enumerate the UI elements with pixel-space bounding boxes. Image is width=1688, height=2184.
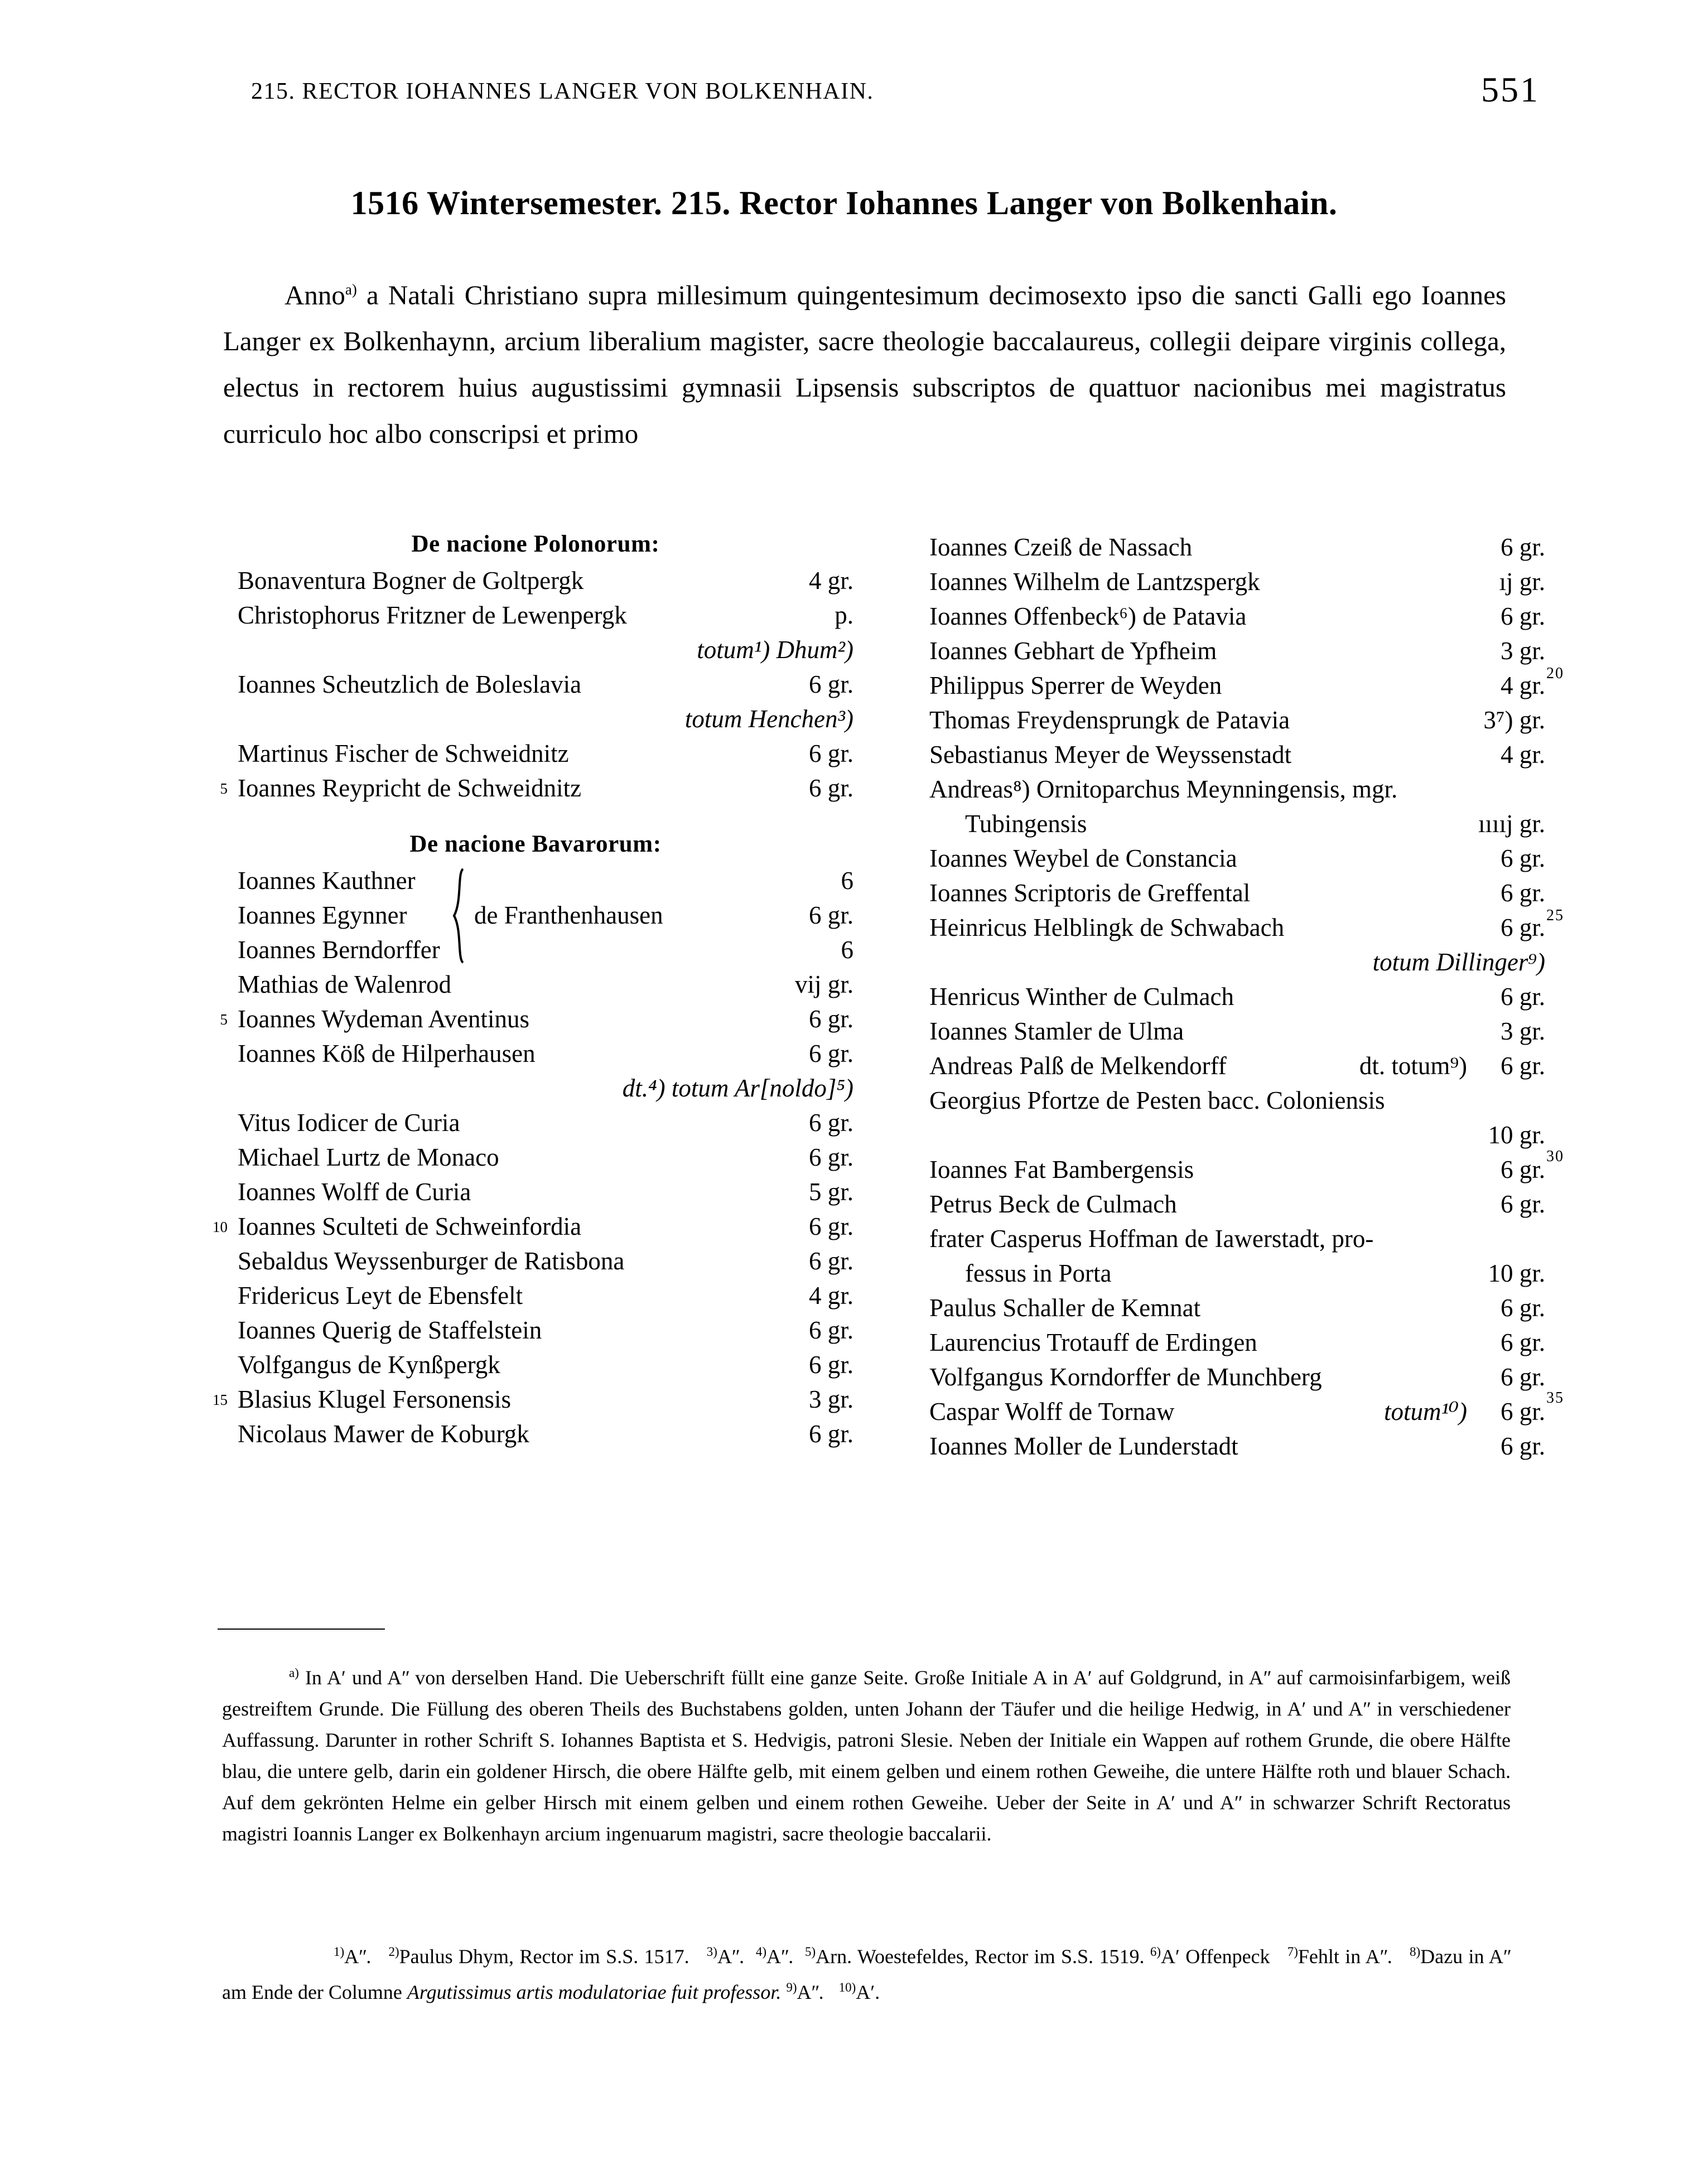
entry-amount: 6 gr.: [808, 1040, 853, 1067]
entry-amount: 6 gr.: [808, 670, 853, 698]
footnote-marker-7: 7): [1287, 1945, 1298, 1959]
entry-line-number: 15: [213, 1391, 228, 1408]
list-item: [904, 1014, 1551, 1048]
entry-name: Ioannes Wolff de Curia: [238, 1178, 471, 1206]
list-item: [212, 1417, 859, 1451]
entry-name: Sebastianus Meyer de Weyssenstadt: [929, 741, 1292, 769]
margin-line-number-20: 20: [1546, 665, 1564, 682]
list-item: [904, 564, 1551, 599]
footnote-marker-1: 1): [334, 1945, 345, 1959]
list-item: [904, 737, 1551, 772]
footnote-text-1: Aʺ.: [344, 1945, 372, 1968]
entry-amount: 6 gr.: [808, 740, 853, 767]
entry-name: Ioannes Moller de Lunderstadt: [929, 1432, 1238, 1460]
list-item: [212, 1105, 859, 1140]
left-column: [212, 530, 859, 1451]
entry-name: Ioannes Querig de Staffelstein: [238, 1316, 542, 1344]
list-item: [904, 599, 1551, 634]
list-item: [904, 1187, 1551, 1221]
entry-amount: 10 gr.: [1488, 1121, 1545, 1149]
list-item: [212, 598, 859, 632]
entry-amount: 6: [841, 867, 853, 895]
entry-name: Ioannes Wydeman Aventinus: [238, 1005, 530, 1033]
entry-name: Mathias de Walenrod: [238, 970, 451, 998]
list-item: [212, 736, 859, 771]
page-number: 551: [1481, 70, 1540, 109]
entry-name: Christophorus Fritzner de Lewenpergk: [238, 601, 627, 629]
entry-amount: 6: [841, 936, 853, 964]
footnote-divider: [218, 1629, 385, 1630]
list-item: [904, 1221, 1551, 1256]
entry-name: Ioannes Berndorffer: [238, 936, 440, 964]
list-item: [904, 530, 1551, 564]
footnote-marker-3: 3): [706, 1945, 717, 1959]
annotation-text: totum Henchen³): [684, 705, 853, 733]
intro-paragraph: [223, 267, 1506, 457]
entry-name: Tubingensis: [965, 810, 1087, 838]
page-title: 1516 Wintersemester. 215. Rector Iohannes Langer von Bolkenhain.: [350, 185, 1338, 221]
entry-amount: 6 gr.: [1500, 533, 1545, 561]
list-item: [212, 563, 859, 598]
entry-amount: 6 gr.: [1500, 914, 1545, 941]
entry-name: Ioannes Köß de Hilperhausen: [238, 1040, 536, 1067]
footnote-text-2: Paulus Dhym, Rector im S.S. 1517.: [399, 1945, 689, 1968]
list-item: [904, 1429, 1551, 1463]
footnote-text-3: Aʺ.: [717, 1945, 745, 1968]
entry-annotation: [904, 945, 1551, 979]
entry-name: Georgius Pfortze de Pesten bacc. Coloniensis: [929, 1086, 1385, 1114]
entry-amount: 6 gr.: [808, 1316, 853, 1344]
running-head: [223, 70, 1540, 112]
entry-amount: 6 gr.: [808, 1005, 853, 1033]
entry-name: Laurencius Trotauff de Erdingen: [929, 1328, 1257, 1356]
entry-annotation: [212, 632, 859, 667]
list-item: [904, 841, 1551, 876]
entry-name: Philippus Sperrer de Weyden: [929, 671, 1222, 699]
group-common-label: de Franthenhausen: [474, 901, 663, 929]
entry-inline-annotation: dt. totum⁹): [1359, 1052, 1467, 1080]
entry-name: Thomas Freydensprungk de Patavia: [929, 706, 1290, 734]
entry-annotation: [212, 1071, 859, 1105]
entry-name: Henricus Winther de Culmach: [929, 983, 1234, 1011]
entry-name: Heinricus Helblingk de Schwabach: [929, 914, 1285, 941]
entry-amount: 6 gr.: [808, 1420, 853, 1448]
list-item: [904, 876, 1551, 910]
footnote-text-8-italic: Argutissimus artis modulatoriae fuit professor.: [407, 1981, 782, 2003]
intro-footnote-marker: a): [345, 281, 357, 298]
entry-name: Ioannes Offenbeck⁶) de Patavia: [929, 602, 1247, 630]
margin-line-number-30: 30: [1546, 1148, 1564, 1165]
list-item: [212, 1209, 859, 1244]
entry-amount: 10 gr.: [1488, 1259, 1545, 1287]
entry-name: Nicolaus Mawer de Koburgk: [238, 1420, 529, 1448]
list-item: [904, 1048, 1551, 1083]
entry-line-number: 5: [220, 780, 228, 797]
entry-amount: 4 gr.: [1500, 671, 1545, 699]
intro-body: a Natali Christiano supra millesimum quingentesimum decimosexto ipso die sancti Galli ego Ioannes Langer ex Bolkenhaynn, arcium liberalium magister, sacre theologie baccalaureus, collegii deipare virginis collega, electus in rectorem huius augustissimi gymnasii Lipsensis subscriptos de quattuor nacionibus mei magistratus curriculo hoc albo conscripsi et primo: [223, 279, 1506, 450]
footnote-text-9: Aʺ.: [797, 1981, 824, 2003]
list-item-continuation: [904, 1118, 1551, 1152]
list-item: [904, 703, 1551, 737]
entry-name: Ioannes Scriptoris de Greffental: [929, 879, 1251, 907]
section-heading-bavarorum: De nacione Bavarorum:: [409, 831, 662, 857]
footnote-marker-6: 6): [1150, 1945, 1161, 1959]
annotation-text: dt.⁴) totum Ar[noldo]⁵): [622, 1074, 853, 1102]
entry-name: Ioannes Scheutzlich de Boleslavia: [238, 670, 582, 698]
entry-name: Bonaventura Bogner de Goltpergk: [238, 567, 584, 595]
entry-amount: 6 gr.: [1500, 1363, 1545, 1391]
entry-name: Paulus Schaller de Kemnat: [929, 1294, 1201, 1322]
entry-name: Volfgangus Korndorffer de Munchberg: [929, 1363, 1322, 1391]
entry-amount: ııııj gr.: [1478, 810, 1545, 838]
footnote-marker-10: 10): [838, 1980, 856, 1994]
list-item: [904, 772, 1551, 806]
group-common-amount: 6 gr.: [808, 901, 853, 929]
footnote-marker-a: a): [289, 1666, 299, 1680]
entry-amount: 6 gr.: [1500, 879, 1545, 907]
entry-name: Ioannes Fat Bambergensis: [929, 1156, 1194, 1183]
entry-name: Sebaldus Weyssenburger de Ratisbona: [238, 1247, 625, 1275]
list-item: [212, 667, 859, 702]
entry-name: fessus in Porta: [965, 1259, 1112, 1287]
curly-brace-icon: [452, 868, 469, 964]
margin-line-number-35: 35: [1546, 1389, 1564, 1407]
right-column: [904, 530, 1551, 1463]
footnote-text-5: Arn. Woestefeldes, Rector im S.S. 1519.: [816, 1945, 1145, 1968]
entry-name: Volfgangus de Kynßpergk: [238, 1351, 500, 1379]
footnote-text-7: Fehlt in Aʺ.: [1298, 1945, 1392, 1968]
entry-name: Blasius Klugel Fersonensis: [238, 1385, 511, 1413]
list-item: [904, 1325, 1551, 1360]
entry-amount: 5 gr.: [808, 1178, 853, 1206]
list-item: [904, 1394, 1551, 1429]
entry-amount: 6 gr.: [1500, 1052, 1545, 1080]
entry-amount: 4 gr.: [808, 1282, 853, 1310]
entry-amount: 6 gr.: [808, 1212, 853, 1240]
entry-annotation: [212, 702, 859, 736]
entry-amount: 6 gr.: [1500, 844, 1545, 872]
entry-name: Ioannes Sculteti de Schweinfordia: [238, 1212, 582, 1240]
list-item: [904, 1152, 1551, 1187]
entry-amount: 6 gr.: [808, 1143, 853, 1171]
entry-amount: 6 gr.: [1500, 602, 1545, 630]
entry-name: Martinus Fischer de Schweidnitz: [238, 740, 569, 767]
list-item: [212, 1036, 859, 1071]
list-item: [212, 1382, 859, 1417]
entry-name: frater Casperus Hoffman de Iawerstadt, pro-: [929, 1225, 1374, 1253]
footnote-a-text: In Aʹ und Aʺ von derselben Hand. Die Ueberschrift füllt eine ganze Seite. Große Initiale A in Aʹ auf Goldgrund, in Aʺ auf carmoisinfarbigem, weiß gestreiftem Grunde. Die Füllung des oberen Theils des Buchstabens golden, unten Johann der Täufer und die heilige Hedwig, in Aʹ und Aʺ in verschiedener Auffassung. Darunter in rother Schrift S. Iohannes Baptista et S. Hedvigis, patroni Slesie. Neben der Initiale ein Wappen auf rothem Grunde, die obere Hälfte blau, die untere gelb, darin ein goldener Hirsch, die obere Hälfte gelb, mit einem gelben und einem rothen Geweihe, die untere Hälfte roth und blauer Schach. Auf dem gekrönten Helme ein gelber Hirsch mit einem gelben und einem rothen Geweihe. Ueber der Seite in Aʹ und Aʺ in schwarzer Schrift Rectoratus magistri Ioannis Langer ex Bolkenhayn arcium ingenuarum magistri, sacre theologie baccalarii.: [222, 1666, 1511, 1845]
list-item: [212, 771, 859, 805]
footnote-marker-8: 8): [1409, 1945, 1421, 1959]
footnote-a: [222, 1658, 1511, 1849]
entry-name: Andreas Palß de Melkendorff: [929, 1052, 1227, 1080]
entry-amount: 3⁷) gr.: [1483, 706, 1545, 734]
entry-amount: 4 gr.: [1500, 741, 1545, 769]
footnote-marker-5: 5): [804, 1945, 816, 1959]
entry-name: Michael Lurtz de Monaco: [238, 1143, 499, 1171]
list-item: [212, 1278, 859, 1313]
entry-name: Ioannes Czeiß de Nassach: [929, 533, 1193, 561]
list-item: [212, 967, 859, 1002]
entry-name: Ioannes Weybel de Constancia: [929, 844, 1237, 872]
entry-name: Ioannes Stamler de Ulma: [929, 1017, 1184, 1045]
list-item: [904, 979, 1551, 1014]
entry-amount: 6 gr.: [808, 774, 853, 802]
entry-amount: 3 gr.: [1500, 637, 1545, 665]
register-columns: [212, 530, 1545, 1589]
margin-line-number-25: 25: [1546, 907, 1564, 924]
footnote-text-8: Dazu in Aʺ am Ende der Columne: [222, 1945, 1511, 2003]
entry-amount: 6 gr.: [1500, 1328, 1545, 1356]
entry-amount: 4 gr.: [808, 567, 853, 595]
entry-amount: 6 gr.: [808, 1109, 853, 1137]
entry-amount: 6 gr.: [808, 1351, 853, 1379]
list-item: [212, 1313, 859, 1347]
list-item: [904, 668, 1551, 703]
list-item: [904, 1360, 1551, 1394]
entry-name: Vitus Iodicer de Curia: [238, 1109, 460, 1137]
entry-name: Fridericus Leyt de Ebensfelt: [238, 1282, 523, 1310]
annotation-text: totum Dillinger⁹): [1372, 948, 1545, 976]
intro-lead: Anno: [284, 279, 345, 311]
entry-name: Andreas⁸) Ornitoparchus Meynningensis, mgr.: [929, 775, 1398, 803]
list-item-continuation: [904, 806, 1551, 841]
entry-amount: 6 gr.: [808, 1247, 853, 1275]
entry-amount: p.: [835, 601, 853, 629]
list-item: [904, 1083, 1551, 1118]
list-item: [904, 1291, 1551, 1325]
footnote-text-10: Aʹ.: [856, 1981, 880, 2003]
footnotes-numbered: [222, 1936, 1511, 2008]
list-item: [904, 910, 1551, 945]
entry-name: Petrus Beck de Culmach: [929, 1190, 1177, 1218]
entry-amount: 6 gr.: [1500, 1156, 1545, 1183]
entry-amount: 6 gr.: [1500, 1432, 1545, 1460]
list-item: [212, 1347, 859, 1382]
entry-amount: ıj gr.: [1499, 568, 1545, 596]
list-item-continuation: [904, 1256, 1551, 1291]
list-item: [904, 634, 1551, 668]
section-heading-polonorum: De nacione Polonorum:: [411, 531, 660, 557]
entry-amount: 3 gr.: [1500, 1017, 1545, 1045]
entry-name: Ioannes Egynner: [238, 901, 407, 929]
running-head-title: 215. RECTOR IOHANNES LANGER VON BOLKENHAIN.: [251, 79, 874, 104]
entry-name: Ioannes Wilhelm de Lantzspergk: [929, 568, 1260, 596]
list-item: [212, 1140, 859, 1175]
entry-amount: 6 gr.: [1500, 983, 1545, 1011]
footnote-text-6: Aʹ Offenpeck: [1161, 1945, 1270, 1968]
entry-line-number: 10: [213, 1219, 228, 1235]
entry-amount: 3 gr.: [808, 1385, 853, 1413]
entry-name: Caspar Wolff de Tornaw: [929, 1398, 1175, 1426]
footnote-marker-9: 9): [786, 1980, 797, 1994]
entry-name: Ioannes Kauthner: [238, 867, 416, 895]
entry-amount: 6 gr.: [1500, 1190, 1545, 1218]
entry-name: Ioannes Gebhart de Ypfheim: [929, 637, 1217, 665]
annotation-text: totum¹) Dhum²): [697, 636, 853, 664]
braced-entry-group: [212, 863, 859, 967]
list-item: [212, 1002, 859, 1036]
list-item: [212, 1175, 859, 1209]
entry-name: Ioannes Reypricht de Schweidnitz: [238, 774, 582, 802]
entry-amount: vij gr.: [794, 970, 853, 998]
list-item: [212, 1244, 859, 1278]
entry-amount: 6 gr.: [1500, 1294, 1545, 1322]
entry-line-number: 5: [220, 1011, 228, 1028]
footnote-text-4: Aʺ.: [766, 1945, 794, 1968]
entry-inline-annotation: totum¹⁰): [1383, 1398, 1467, 1426]
footnote-marker-4: 4): [755, 1945, 767, 1959]
footnote-marker-2: 2): [388, 1945, 399, 1959]
entry-amount: 6 gr.: [1500, 1398, 1545, 1426]
